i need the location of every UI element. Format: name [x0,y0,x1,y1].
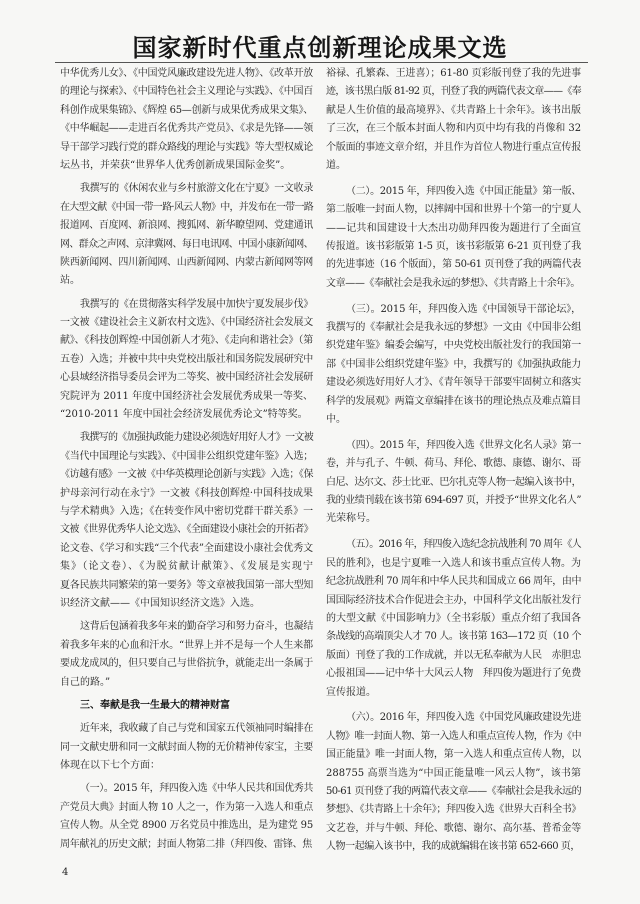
text-line: 我撰写的《在贯彻落实科学发展中加快宁夏发展步伐》 [80,298,313,310]
paragraph [326,183,581,293]
text-line: （二）。2015 年，拜四俊入选《中国正能量》第一版、 [346,185,581,197]
text-line: 个版面的事迹文章介绍，并且作为首位人物进行重点宣传报 [326,141,581,153]
text-line: 报道网、百度网、新浪网、搜狐网、新华瞭望网、党建通讯 [60,220,313,232]
text-line: 中。 [326,414,346,426]
text-line: 自己的路。” [60,676,111,688]
text-line: 《访越有感》一文被《中华英模理论创新与实践》入选；《保 [60,469,313,481]
text-line: 第二版唯一封面人物，以摔阔中国和世界十个第一的宁夏人 [326,204,581,216]
text-line: 裕禄、孔繁森、王进喜）；61-80 页彩版刊登了我的先进事 [326,68,581,79]
paragraph [60,429,313,613]
text-line: 献是人生价值的最高境界》、《共青路上十余年》。该书出版 [326,104,581,116]
text-line: 网、群众之声网、京津冀网、每日电讯网、中国小康新闻网、 [60,238,313,250]
paragraph [326,65,581,175]
text-line: ——记共和国建设十大杰出功勋拜四俊为题进行了全面宣 [326,222,581,234]
header-title: 国家新时代重点创新理论成果文选 [132,33,508,62]
text-line: 与学术精典》入选；《在转变作风中密切党群干群关系》一 [60,505,313,517]
text-line: 纪念抗战胜利 70 周年和中华人民共和国成立 66 周年，由中 [326,576,581,588]
text-line: “2010-2011 年度中国社会经济发展优秀论文”特等奖。 [60,409,308,421]
paragraph [60,296,313,425]
text-line: 织党建年鉴》编委会编写，中央党校出版社发行的我国第一 [326,340,581,352]
text-line: 宣传报道。 [326,686,376,698]
text-line: 着我多年来的心血和汗水。“世界上并不是每一个人生来都 [60,639,313,651]
text-line: 科创作成果集锦》、《辉煌 65—创新与成果优秀成果文集》、 [60,104,313,116]
text-line: 梦想》、《共青路上十余年》；拜四俊入选《世界大百科全书》 [326,804,581,816]
text-line: 护母亲河行动在永宁》一文被《科技创辉煌·中国科技成果 [60,487,313,499]
text-line: 坛丛书，并荣获“世界华人优秀创新成果国际金奖”。 [60,159,291,171]
text-line: 我撰写的《休闲农业与乡村旅游文化在宁夏》一文收录 [80,183,313,195]
text-line: 一文被《建设社会主义新农村文选》、《中国经济社会发展文 [60,317,313,329]
text-line: 三、奉献是我一生最大的精神财富 [80,699,230,711]
section-heading [60,697,313,715]
text-line: （四）。2015 年，拜四俊入选《世界文化名人录》第一 [346,439,581,451]
text-line: 站。 [60,275,80,287]
text-line: 了三次，在三个版本封面人物和内页中均有我的肖像和 32 [326,123,581,135]
text-line: 版面）刊登了我的工作成就，并以无私奉献为人民 赤胆忠 [326,649,581,661]
text-line: 科学的发展观》两篇文章编排在该书的理论热点及难点篇目 [326,395,581,407]
text-line: 导干部学习践行党的群众路线的理论与实践》等大型权威论 [60,141,313,153]
text-line: 体现在以下七个方面： [60,760,160,772]
paragraph [60,180,313,290]
text-line: 50-61 页刊登了我的两篇代表文章——《奉献社会是我永远的 [326,785,581,797]
text-line: 产党员大典》封面人物 10 人之一，作为第一入选人和重点 [60,801,313,813]
text-line: （三）。2015 年，拜四俊入选《中国领导干部论坛》， [346,303,581,315]
text-line: 心县域经济指导委员会评为二等奖、被中国经济社会发展研 [60,372,313,384]
text-line: 条战线的高端顶尖人才 70 人。该书第 163—172 页（10 个 [326,631,581,643]
text-line: 文章——《奉献社会是我永远的梦想》、《共青路上十余年》。 [326,277,580,289]
text-line: 人物》唯一封面人物、第一入选人和重点宣传人物，作为《中 [326,730,581,742]
text-line: 建设必须选好用好人才》、《青年领导干部要牢固树立和落实 [326,377,581,389]
text-line: 究院评为 2011 年度中国经济社会发展优秀成果一等奖、 [60,390,313,402]
text-line: 论文卷、《学习和实践“三个代表”全面建设小康社会优秀文 [60,542,313,554]
paragraph [326,437,581,529]
left-column [60,65,313,854]
text-line: 献》、《科技创辉煌·中国创新人才苑》、《走向和谐社会》（第 [60,335,313,347]
paragraph [60,65,313,175]
text-line: （一）。2015 年，拜四俊入选《中华人民共和国优秀共 [80,783,313,795]
text-line: 这背后包涵着我多年来的勤奋学习和努力奋斗，也凝结 [80,621,313,633]
text-line: 的理论与探索》、《中国特色社会主义理论与实践》、《中国百 [60,86,313,98]
page-number: 4 [62,867,69,878]
text-line: 我的业绩刊载在该书第 694-697 页，并授予“世界文化名人” [326,495,581,507]
text-line: 要成龙成凤的，但只要自己与世俗抗争，就能走出一条属于 [60,658,313,670]
text-line: 识经济文献——《中国知识经济文选》入选。 [60,597,260,609]
text-line: 传报道。该书彩版第 1-5 页，该书彩版第 6-21 页刊登了我 [326,241,581,253]
text-line: 白尼、达尔文、莎士比亚、巴尔扎克等人物一起编入该书中， [326,476,581,488]
text-line: 夏各民族共同繁荣的第一要务》等文章被我国第一部大型知 [60,579,313,591]
paragraph [60,720,313,775]
text-line: 民的胜利》，也是宁夏唯一入选人和该书重点宣传人物。为 [326,557,581,569]
header-rule [55,62,588,63]
text-line: 文被《世界优秀华人论文选》、《全面建设小康社会的开拓者》 [60,524,313,536]
text-line: 集》（论文卷）、《为脱贫献计献策》、《发展是实现宁 [60,561,313,573]
right-column [326,65,581,857]
paragraph [60,780,313,854]
text-line: 卷，并与孔子、牛顿、荷马、拜伦、歌德、康德、谢尔、哥 [326,458,581,470]
text-line: 同一文献史册和同一文献封面人物的无价精神传家宝，主要 [60,741,313,753]
paragraph [326,709,581,856]
text-line: 中华优秀儿女》、《中国党风廉政建设先进人物》、《改革开放 [60,68,313,79]
paragraph [60,618,313,692]
paragraph [326,536,581,702]
text-line: 心报祖国——记中华十大风云人物 拜四俊为题进行了免费 [326,668,581,680]
text-line: 我撰写的《加强执政能力建设必须选好用好人才》一文被 [80,432,313,444]
text-line: 人物一起编入该书中，我的成就编辑在该书第 652-660 页， [326,841,580,853]
text-line: 在大型文献《中国一带一路·风云人物》中，并发布在一带一路 [60,201,313,213]
text-line: （五）。2016 年，拜四俊入选纪念抗战胜利 70 周年《人 [346,539,581,551]
text-line: 陕西新闻网、四川新闻网、山西新闻网、内蒙古新闻网等网 [60,256,313,268]
text-line: （六）。2016 年，拜四俊入选《中国党风廉政建设先进 [346,712,581,724]
text-line: 《中华崛起——走进百名优秀共产党员》、《求是先锋——领 [60,123,313,135]
text-line: 《当代中国理论与实践》、《中国非公组织党建年鉴》入选； [60,450,313,462]
text-line: 近年来，我收藏了自己与党和国家五代领袖同时编排在 [80,723,313,735]
text-line: 周年献礼的历史文献；封面人物第二排（拜四俊、雷锋、焦 [60,838,312,850]
text-line: 道。 [326,159,346,171]
text-line: 宣传人物。从全党 8900 万名党员中推选出，是为建党 95 [60,820,313,832]
text-line: 的先进事迹（16 个版面），第 50-61 页刊登了我的两篇代表 [326,259,581,271]
paragraph [326,301,581,430]
text-line: 国正能量》唯一封面人物，第一入选人和重点宣传人物，以 [326,749,581,761]
text-line: 288755 高票当选为“中国正能量唯一风云人物”，该书第 [326,767,581,779]
text-line: 五卷）入选；并被中共中央党校出版社和国务院发展研究中 [60,353,313,365]
text-line: 光荣称号。 [326,513,376,525]
text-line: 文艺卷，并与牛顿、拜伦、歌德、谢尔、高尔基、普希金等 [326,822,581,834]
text-line: 国国际经济技术合作促进会主办，中国科学文化出版社发行 [326,594,581,606]
text-line: 我撰写的《奉献社会是我永远的梦想》一文由《中国非公组 [326,322,581,334]
text-line: 部《中国非公组织党建年鉴》中，我撰写的《加强执政能力 [326,358,581,370]
text-line: 迹，该书黑白版 81-92 页，刊登了我的两篇代表文章——《奉 [326,86,581,98]
text-line: 的大型文献《中国影响力》（全书彩版）重点介绍了我国各 [326,612,581,624]
